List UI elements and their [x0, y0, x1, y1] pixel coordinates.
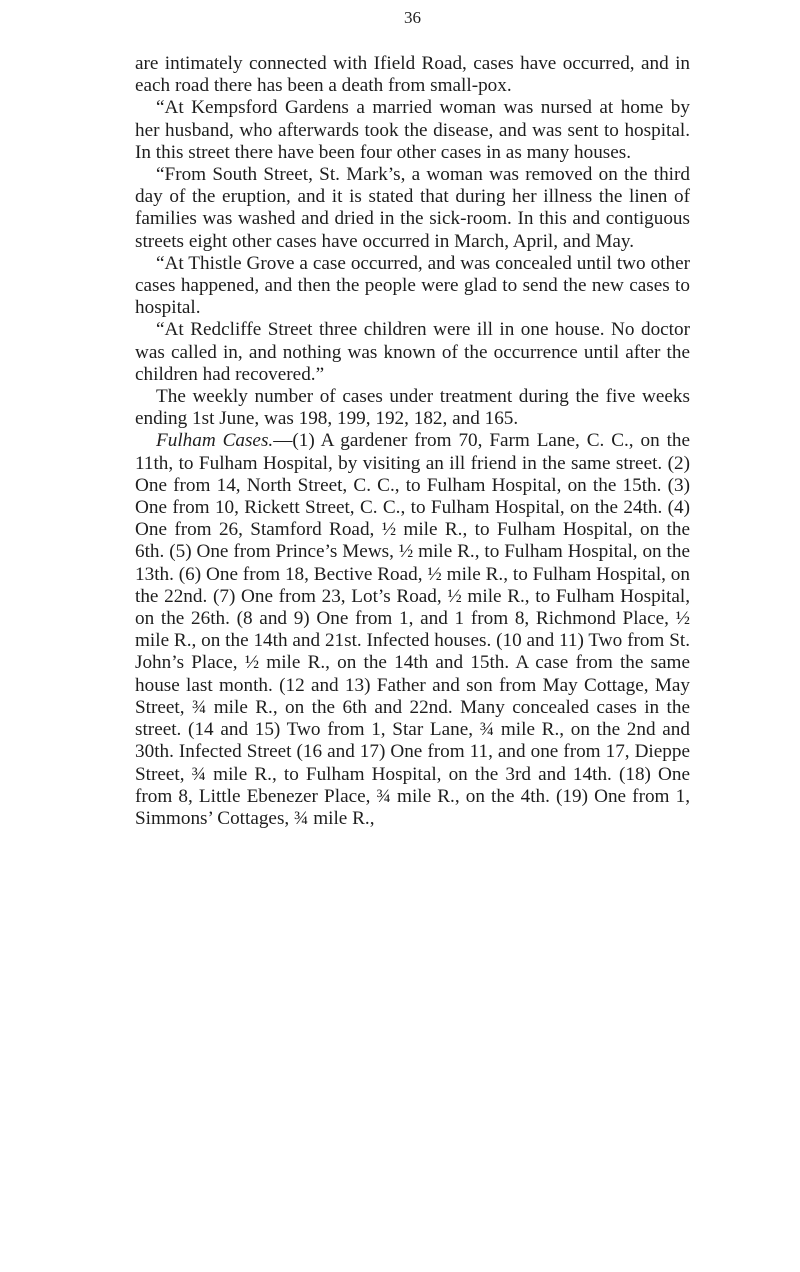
fulham-cases-text: —(1) A gardener from 70, Farm Lane, C. C., on the 11th, to Fulham Hospital, by visiting an ill friend in the same street. (2) One from 14, North Street, C. C., to Fulham Hospital, on the 15th. (3) One from 10, Rickett Street, C. C., to Fulham Hospital, on the 24th. (4) One from 26, Stamford Road, ½ mile R., to Fulham Hospital, on the 6th. (5) One from Prince’s Mews, ½ mile R., to Fulham Hospital, on the 13th. (6) One from 18, Bective Road, ½ mile R., to Fulham Hospital, on the 22nd. (7) One from 23, Lot’s Road, ½ mile R., to Fulham Hospital, on the 26th. (8 and 9) One from 1, and 1 from 8, Richmond Place, ½ mile R., on the 14th and 21st. Infected houses. (10 and 11) Two from St. John’s Place, ½ mile R., on the 14th and 15th. A case from the same house last month. (12 and 13) Father and son from May Cottage, May Street, ¾ mile R., on the 6th and 22nd. Many concealed cases in the street. (14 and 15) Two from 1, Star Lane, ¾ mile R., on the 2nd and 30th. Infected Street (16 and 17) One from 11, and one from 17, Dieppe Street, ¾ mile R., to Fulham Hospital, on the 3rd and 14th. (18) One from 8, Little Ebenezer Place, ¾ mile R., on the 4th. (19) One from 1, Simmons’ Cottages, ¾ mile R., [135, 430, 691, 829]
page-number: 36 [404, 8, 421, 27]
body-text [135, 53, 690, 830]
paragraph-south-street: “From South Street, St. Mark’s, a woman was removed on the third day of the eruption, and it is stated that during her illness the linen of families was washed and dried in the sick-room. In this and contiguous streets eight other cases have occurred in March, April, and May. [135, 164, 690, 252]
fulham-cases-heading: Fulham Cases. [156, 430, 274, 452]
paragraph-ifield-road: are intimately connected with Ifield Road, cases have occurred, and in each road there has been a death from small-pox. [135, 53, 690, 97]
paragraph-weekly-cases: The weekly number of cases under treatment during the five weeks ending 1st June, was 198, 199, 192, 182, and 165. [135, 386, 690, 430]
paragraph-kempsford-gardens: “At Kempsford Gardens a married woman was nursed at home by her husband, who afterwards took the disease, and was sent to hospital. In this street there have been four other cases in as many houses. [135, 97, 690, 163]
paragraph-redcliffe-street: “At Redcliffe Street three children were ill in one house. No doctor was called in, and nothing was known of the occurrence until after the children had recovered.” [135, 319, 690, 385]
paragraph-thistle-grove: “At Thistle Grove a case occurred, and was concealed until two other cases happened, and then the people were glad to send the new cases to hospital. [135, 252, 690, 319]
book-page [135, 0, 690, 1272]
paragraph-fulham-cases [135, 430, 690, 830]
